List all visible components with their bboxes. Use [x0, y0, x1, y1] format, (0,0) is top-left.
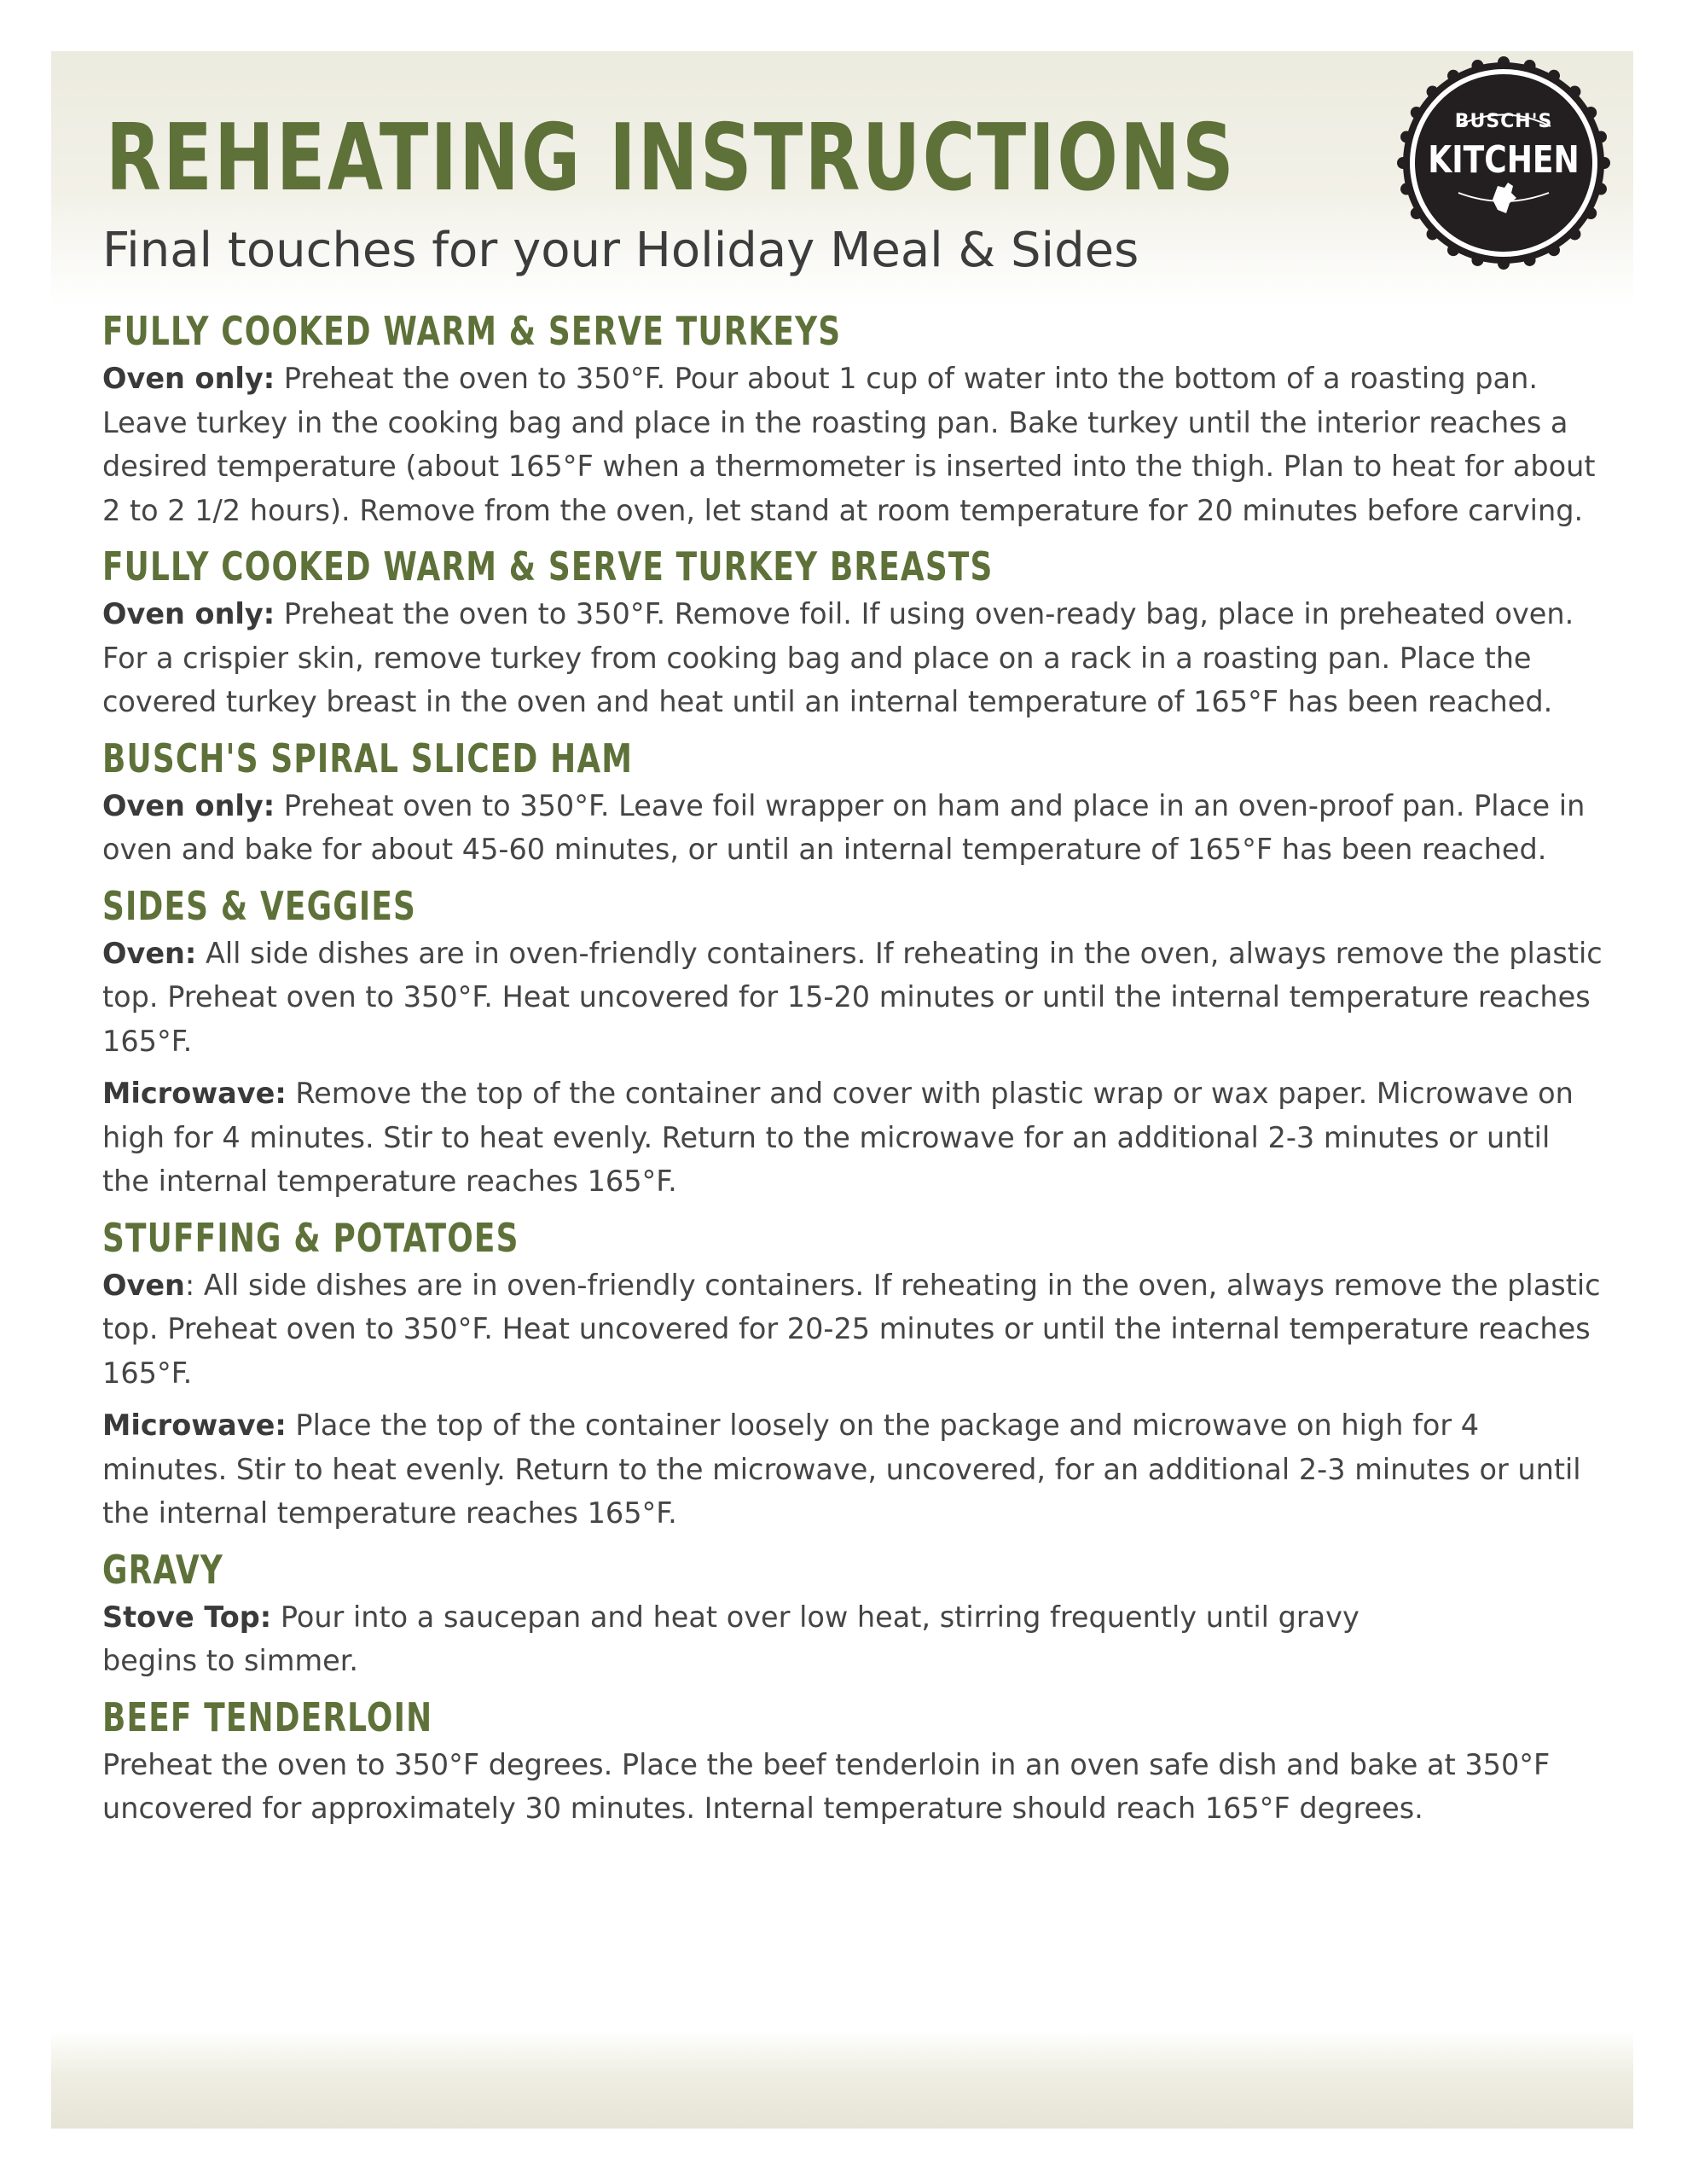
section-heading: FULLY COOKED WARM & SERVE TURKEYS [102, 308, 842, 354]
method-label: Oven: [102, 936, 197, 970]
section-paragraph [102, 932, 1603, 1064]
section-paragraph [102, 1595, 1399, 1683]
logo-scallop [1585, 207, 1597, 219]
method-label: Stove Top: [102, 1600, 272, 1634]
method-text: Preheat the oven to 350°F. Pour about 1 cup of water into the bottom of a roasting pan. Leave turkey in the cooking bag and place in the roasting pan. Bake turkey until the interior reaches a desired temperature (about 165°F when a thermometer is inserted into the thigh. Plan to heat for about 2 to 2 1/2 hours). Remove from the oven, let stand at room temperature for 20 minutes before carving. [102, 362, 1596, 527]
logo-scallop [1498, 56, 1510, 68]
logo-scallop [1524, 60, 1536, 72]
method-text: Preheat the oven to 350°F degrees. Place the beef tenderloin in an oven safe dish and bake at 350°F uncovered for approximately 30 minutes. Internal temperature should reach 165°F degrees. [102, 1747, 1551, 1825]
page-title: REHEATING INSTRUCTIONS [106, 105, 1237, 212]
logo-top-text: BUSCH'S [1454, 111, 1553, 132]
logo-scallop [1598, 157, 1610, 169]
buschs-kitchen-logo [1397, 56, 1610, 270]
section-paragraph [102, 1403, 1603, 1536]
logo-scallop [1568, 86, 1580, 98]
section-stuffing-potatoes [102, 1212, 1603, 1536]
method-text: All side dishes are in oven-friendly containers. If reheating in the oven, always remove the plastic top. Preheat oven to 350°F. Heat uncovered for 15-20 minutes or until the internal temperature reaches 165°F. [102, 936, 1603, 1058]
method-text: : All side dishes are in oven-friendly containers. If reheating in the oven, always remove the plastic top. Preheat oven to 350°F. Heat uncovered for 20-25 minutes or until the internal temperature reaches 165°F. [102, 1268, 1601, 1390]
section-sides-veggies [102, 880, 1603, 1204]
section-paragraph [102, 1743, 1603, 1831]
logo-scallop [1524, 254, 1536, 266]
section-gravy [102, 1544, 1603, 1683]
instructions-content [102, 305, 1603, 1831]
section-paragraph [102, 1263, 1603, 1396]
section-paragraph [102, 1072, 1603, 1204]
section-paragraph [102, 784, 1603, 872]
method-text: Preheat the oven to 350°F. Remove foil. If using oven-ready bag, place in preheated oven. For a crispier skin, remove turkey from cooking bag and place on a rack in a roasting pan. Place the covered turkey breast in the oven and heat until an internal temperature of 165°F has been reached. [102, 597, 1574, 718]
logo-scallop [1548, 244, 1560, 256]
logo-scallop [1548, 70, 1560, 82]
section-ham [102, 733, 1603, 872]
logo-scallop [1397, 157, 1409, 169]
section-heading: BEEF TENDERLOIN [102, 1693, 433, 1740]
section-paragraph [102, 592, 1603, 724]
logo-scallop [1447, 70, 1459, 82]
method-label: Microwave: [102, 1409, 287, 1442]
logo-scallop [1471, 60, 1483, 72]
section-heading: STUFFING & POTATOES [102, 1214, 519, 1261]
section-heading: BUSCH'S SPIRAL SLICED HAM [102, 735, 634, 781]
method-label: Oven only: [102, 362, 275, 395]
logo-scallop [1411, 207, 1423, 219]
instruction-sheet [51, 51, 1633, 2129]
method-text: Place the top of the container loosely on the package and microwave on high for 4 minutes. Stir to heat evenly. Return to the microwave, uncovered, for an additional 2-3 minutes or until the internal temperature reaches 165°F. [102, 1409, 1581, 1530]
method-text: Remove the top of the container and cover with plastic wrap or wax paper. Microwave on high for 4 minutes. Stir to heat evenly. Return to the microwave for an additional 2-3 minutes or until the internal temperature reaches 165°F. [102, 1077, 1574, 1198]
section-heading: GRAVY [102, 1546, 224, 1593]
logo-scallop [1471, 254, 1483, 266]
logo-scallop [1447, 244, 1459, 256]
section-beef-tenderloin [102, 1692, 1603, 1831]
method-text: Preheat oven to 350°F. Leave foil wrapper on ham and place in an oven-proof pan. Place in oven and bake for about 45-60 minutes, or until an internal temperature of 165°F has been reached. [102, 788, 1586, 866]
logo-scallop [1498, 258, 1510, 270]
method-label: Oven only: [102, 788, 275, 822]
logo-scallop [1400, 131, 1412, 142]
method-label: Oven only: [102, 597, 275, 630]
logo-scallop [1427, 86, 1439, 98]
logo-scallop [1595, 131, 1607, 142]
section-heading: FULLY COOKED WARM & SERVE TURKEY BREASTS [102, 543, 994, 590]
method-text: Pour into a saucepan and heat over low heat, stirring frequently until gravy begins to simmer. [102, 1600, 1359, 1677]
section-turkeys [102, 305, 1603, 532]
section-turkey-breasts [102, 541, 1603, 724]
logo-scallop [1568, 228, 1580, 240]
logo-main-text: KITCHEN [1428, 138, 1580, 182]
section-paragraph [102, 357, 1603, 532]
logo-scallop [1427, 228, 1439, 240]
page-subtitle: Final touches for your Holiday Meal & Sides [102, 223, 1139, 278]
section-heading: SIDES & VEGGIES [102, 882, 417, 929]
footer-band [51, 2030, 1633, 2129]
method-label: Oven [102, 1268, 185, 1302]
logo-scallop [1595, 183, 1607, 195]
method-label: Microwave: [102, 1077, 287, 1110]
logo-scallop [1400, 183, 1412, 195]
